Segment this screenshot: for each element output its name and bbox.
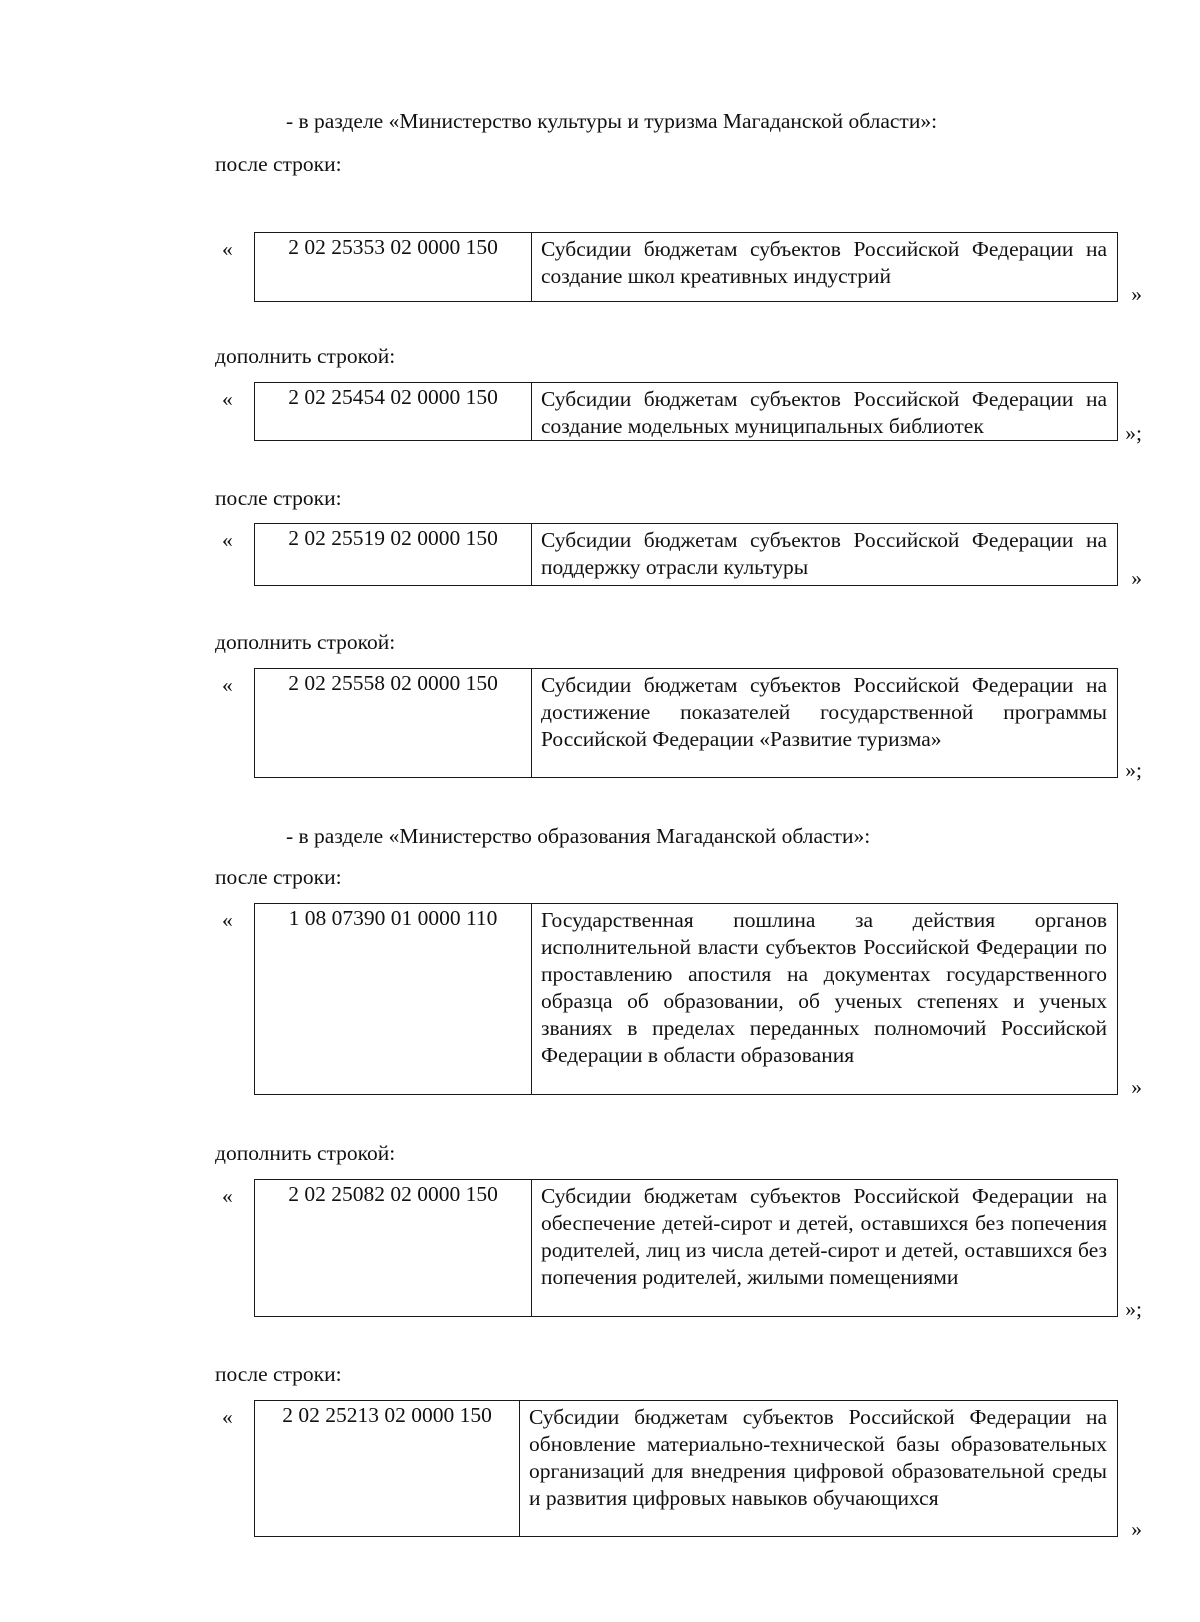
row-description: Субсидии бюджетам субъектов Российской Федерации на достижение показателей государственной программы Российской Федерации «Развитие туризма» — [541, 673, 1107, 751]
after-row-label: после строки: — [215, 486, 342, 510]
add-row-label: дополнить строкой: — [215, 1141, 396, 1165]
table-entry — [212, 903, 1142, 1099]
table-row — [254, 382, 1118, 441]
after-row-label: после строки: — [215, 865, 342, 889]
row-description: Субсидии бюджетам субъектов Российской Федерации на создание школ креативных индустрий — [541, 237, 1107, 288]
table-row — [254, 1400, 1118, 1537]
table-row — [254, 668, 1118, 778]
section-heading-education: - в разделе «Министерство образования Магаданской области»: — [286, 824, 871, 848]
close-quote: »; — [1125, 758, 1142, 782]
table-row — [254, 1179, 1118, 1317]
close-quote: » — [1131, 1075, 1142, 1099]
open-quote: « — [222, 673, 233, 697]
classification-code: 2 02 25519 02 0000 150 — [255, 524, 532, 585]
add-row-label: дополнить строкой: — [215, 630, 396, 654]
classification-code: 1 08 07390 01 0000 110 — [255, 904, 532, 1094]
open-quote: « — [222, 528, 233, 552]
close-quote: »; — [1125, 421, 1142, 445]
after-row-label: после строки: — [215, 152, 342, 176]
row-description: Субсидии бюджетам субъектов Российской Федерации на создание модельных муниципальных библиотек — [541, 387, 1107, 438]
section-heading-culture: - в разделе «Министерство культуры и туризма Магаданской области»: — [286, 109, 938, 133]
row-description: Государственная пошлина за действия органов исполнительной власти субъектов Российской Федерации по проставлению апостиля на документах государственного образца об образовании, об ученых степенях и ученых званиях в пределах переданных полномочий Российской Федерации в области образования — [541, 908, 1107, 1067]
close-quote: »; — [1125, 1297, 1142, 1321]
table-entry — [212, 232, 1142, 306]
row-description: Субсидии бюджетам субъектов Российской Федерации на поддержку отрасли культуры — [541, 528, 1107, 579]
open-quote: « — [222, 1405, 233, 1429]
table-entry — [212, 382, 1142, 445]
classification-code: 2 02 25558 02 0000 150 — [255, 669, 532, 777]
open-quote: « — [222, 237, 233, 261]
classification-code: 2 02 25353 02 0000 150 — [255, 233, 532, 301]
row-description: Субсидии бюджетам субъектов Российской Федерации на обеспечение детей-сирот и детей, оставшихся без попечения родителей, лиц из числа детей-сирот и детей, оставшихся без попечения родителей, жилыми помещениями — [541, 1184, 1107, 1289]
classification-code: 2 02 25082 02 0000 150 — [255, 1180, 532, 1316]
close-quote: » — [1131, 282, 1142, 306]
row-description: Субсидии бюджетам субъектов Российской Федерации на обновление материально-технической базы образовательных организаций для внедрения цифровой образовательной среды и развития цифровых навыков обучающихся — [529, 1405, 1107, 1510]
classification-code: 2 02 25213 02 0000 150 — [255, 1401, 520, 1536]
close-quote: » — [1131, 1517, 1142, 1541]
add-row-label: дополнить строкой: — [215, 344, 396, 368]
table-entry — [212, 1400, 1142, 1541]
classification-code: 2 02 25454 02 0000 150 — [255, 383, 532, 440]
open-quote: « — [222, 908, 233, 932]
table-row — [254, 903, 1118, 1095]
table-entry — [212, 523, 1142, 590]
open-quote: « — [222, 387, 233, 411]
table-entry — [212, 668, 1142, 782]
table-row — [254, 523, 1118, 586]
close-quote: » — [1131, 566, 1142, 590]
open-quote: « — [222, 1184, 233, 1208]
table-entry — [212, 1179, 1142, 1321]
after-row-label: после строки: — [215, 1362, 342, 1386]
table-row — [254, 232, 1118, 302]
